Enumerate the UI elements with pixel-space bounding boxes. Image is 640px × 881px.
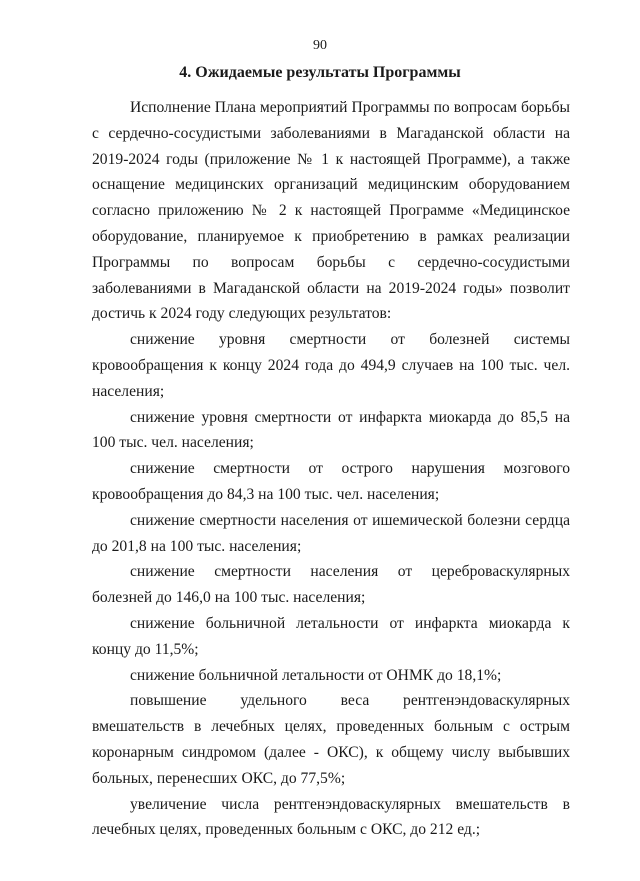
intro-paragraph: Исполнение Плана мероприятий Программы по вопросам борьбы с сердечно-сосудистыми заболеваниями в Магаданской области на 2019-2024 годы (приложение № 1 к настоящей Программе), а также оснащение медицинских организаций медицинским оборудованием согласно приложению № 2 к настоящей Программе «Медицинское оборудование, планируемое к приобретению в рамках реализации Программы по вопросам борьбы с сердечно-сосудистыми заболеваниями в Магаданской области на 2019-2024 годы» позволит достичь к 2024 году следующих результатов:	[92, 99, 570, 323]
page-number: 90	[313, 38, 327, 53]
result-item: снижение смертности от острого нарушения мозгового кровообращения до 84,3 на 100 тыс. чел. населения;	[92, 460, 570, 503]
result-item: снижение уровня смертности от болезней системы кровообращения к концу 2024 года до 494,9 случаев на 100 тыс. чел. населения;	[92, 331, 570, 400]
result-item: снижение уровня смертности от инфаркта миокарда до 85,5 на 100 тыс. чел. населения;	[92, 408, 570, 452]
result-item: снижение смертности населения от цереброваскулярных болезней до 146,0 на 100 тыс. населения;	[92, 563, 570, 607]
result-item: снижение смертности населения от ишемической болезни сердца до 201,8 на 100 тыс. населения;	[92, 511, 570, 555]
result-item: снижение больничной летальности от ОНМК до 18,1%;	[130, 666, 502, 684]
document-body	[92, 95, 570, 843]
result-item: снижение больничной летальности от инфаркта миокарда к концу до 11,5%;	[92, 614, 570, 658]
section-heading: 4. Ожидаемые результаты Программы	[179, 64, 461, 81]
result-item: повышение удельного веса рентгенэндоваскулярных вмешательств в лечебных целях, проведенных больным с острым коронарным синдромом (далее - ОКС), к общему числу выбывших больных, перенесших ОКС, до 77,5%;	[92, 692, 570, 787]
result-item: увеличение числа рентгенэндоваскулярных вмешательств в лечебных целях, проведенных больным с ОКС, до 212 ед.;	[92, 795, 570, 839]
